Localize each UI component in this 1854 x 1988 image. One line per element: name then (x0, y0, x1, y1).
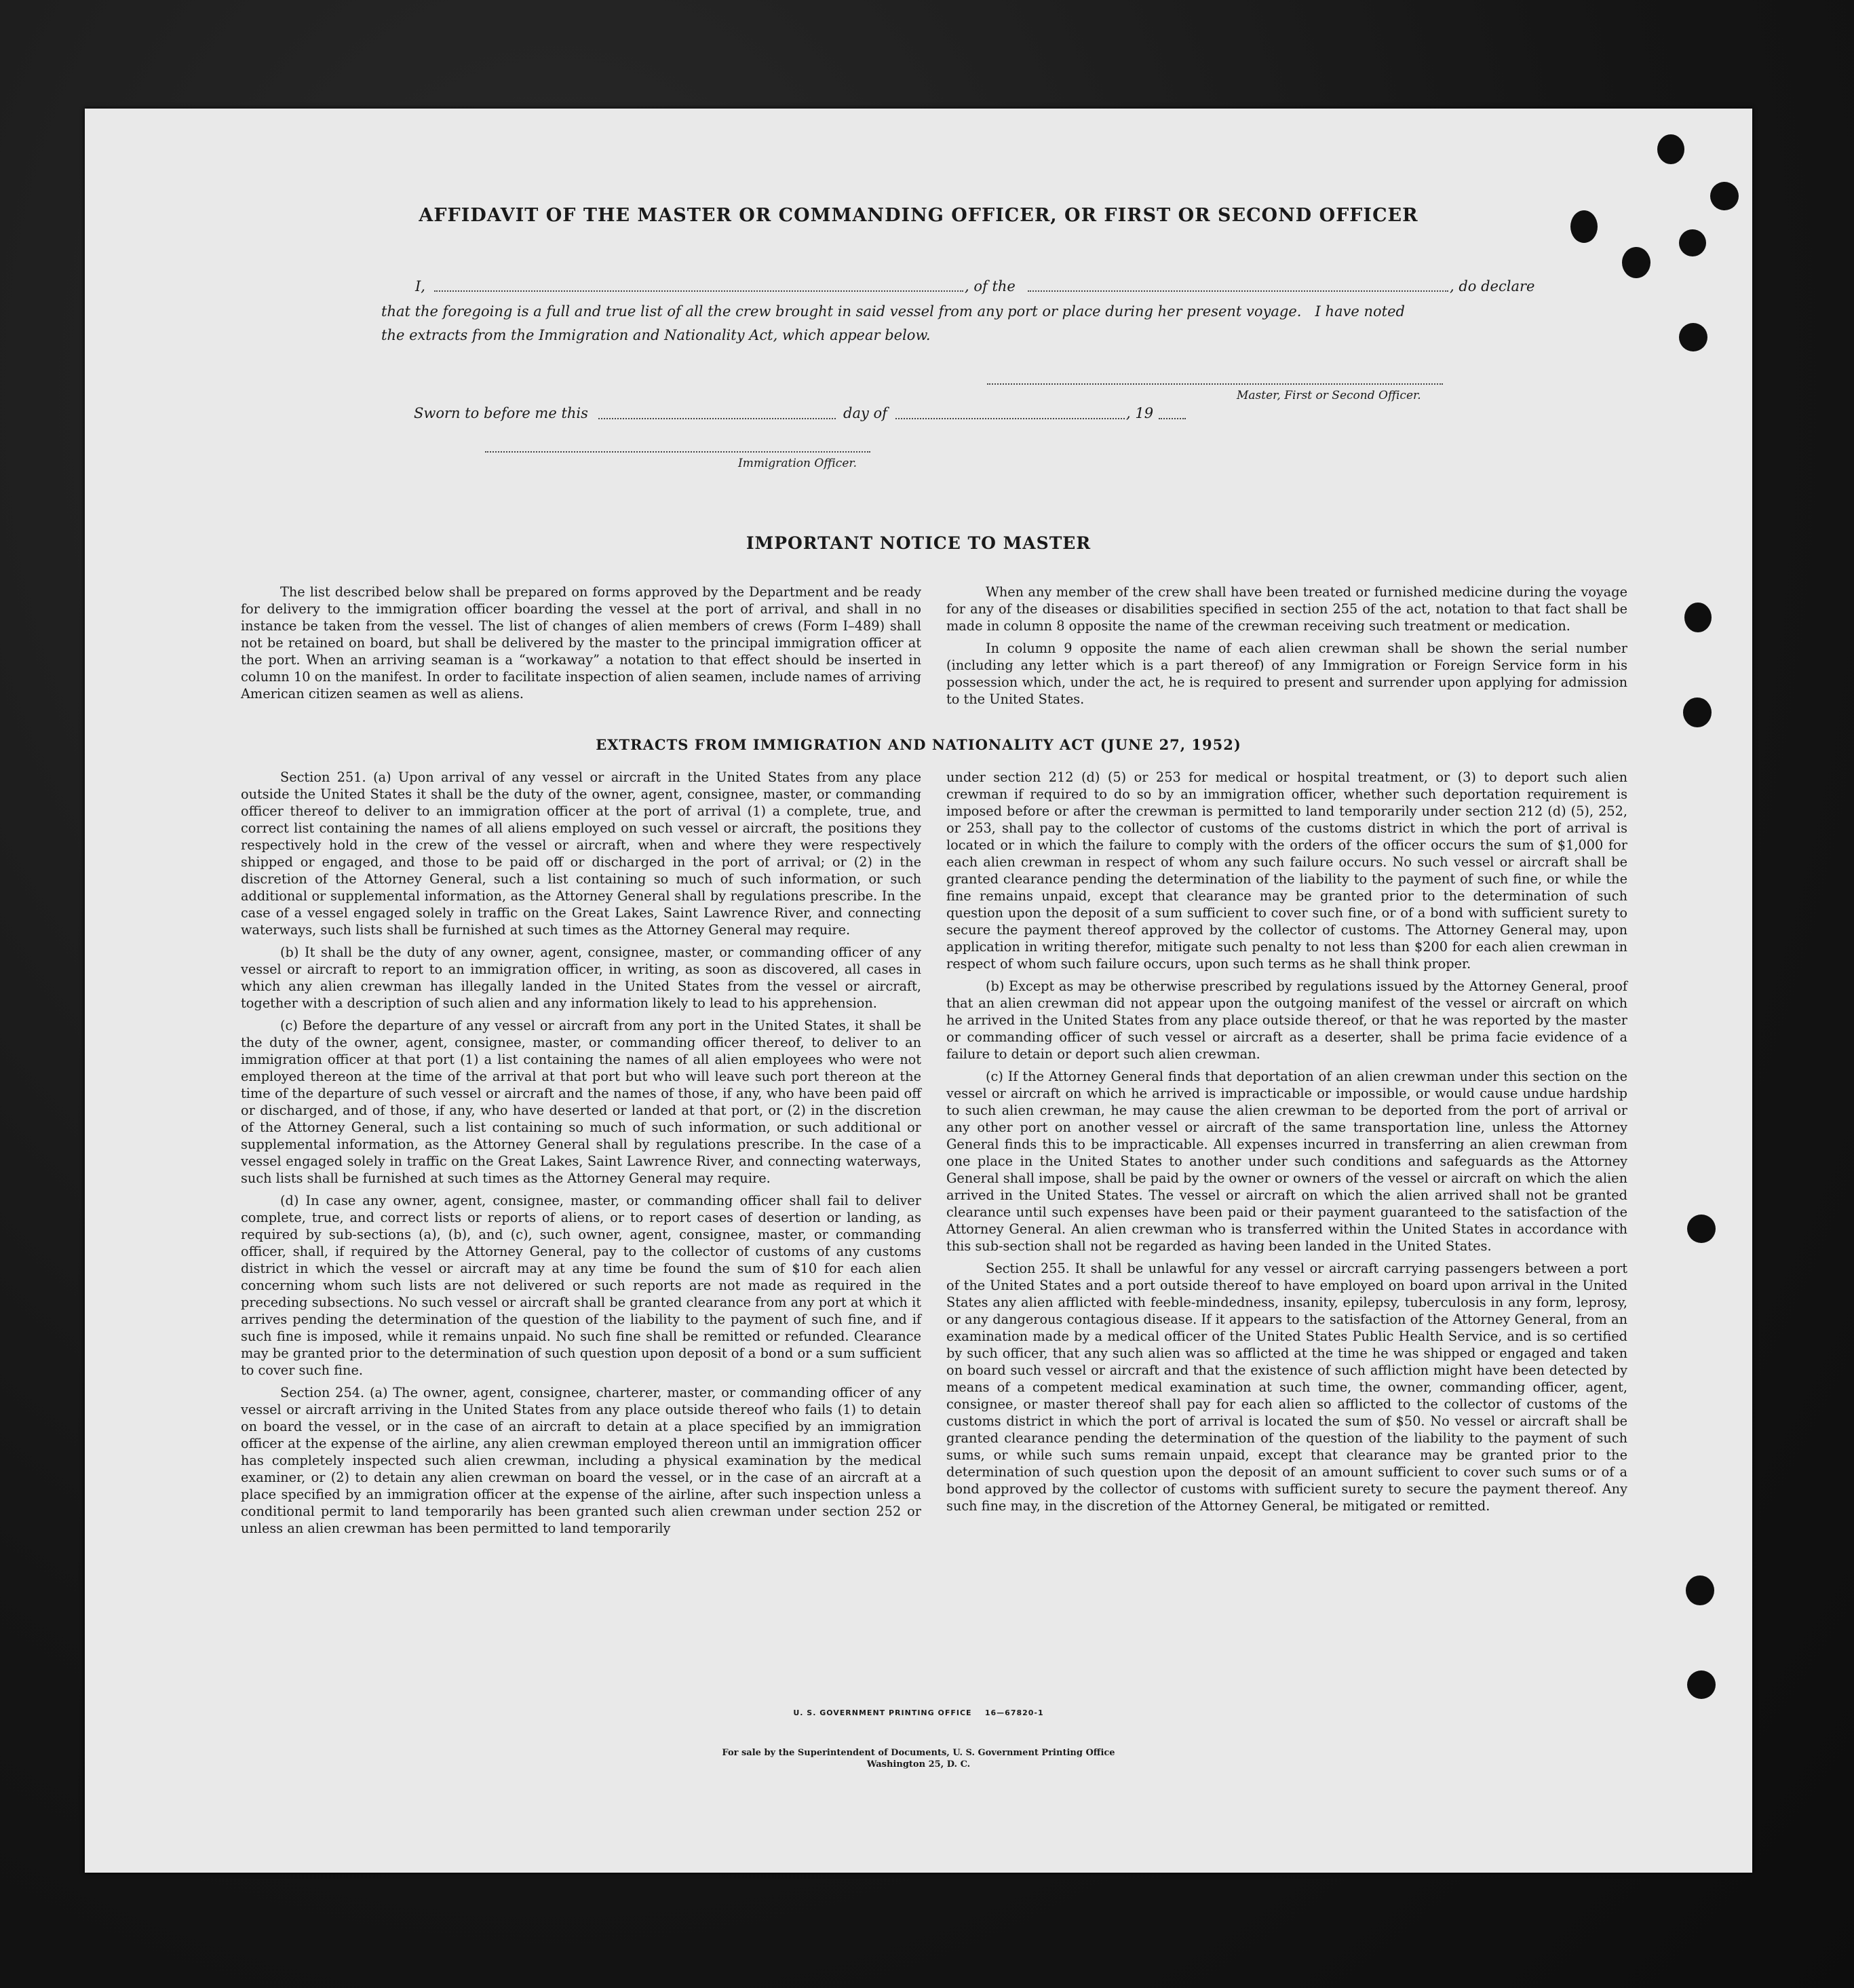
act-section-paragraph: (c) Before the departure of any vessel or aircraft from any port in the United States, it shall be the duty of the owner, agent, consignee, master, or commanding officer thereof, to deliver to an immigration officer at that port (1) a list containing the names of all alien employees who were not employed thereon at the time of the arrival at that port but who will leave such port thereon at the time of the departure of such vessel or aircraft and the names of those, if any, who have been paid off or discharged, and of those, if any, who have deserted or landed at that port, or (2) in the discretion of the Attorney General, such a list containing so much of such information, or such additional or supplemental information, as the Attorney General shall by regulations prescribe. In the case of a vessel engaged solely in traffic on the Great Lakes, Saint Lawrence River, and connecting waterways, such lists shall be furnished at such times as the Attorney General may require. (241, 1018, 921, 1186)
extracts-title: EXTRACTS FROM IMMIGRATION AND NATIONALITY ACT (JUNE 27, 1952) (596, 736, 1241, 753)
extracts-left-column (241, 769, 921, 1542)
notice-right-column (946, 584, 1627, 713)
affidavit-title: AFFIDAVIT OF THE MASTER OR COMMANDING OFFICER, OR FIRST OR SECOND OFFICER (419, 205, 1418, 226)
act-section-paragraph: (d) In case any owner, agent, consignee, master, or commanding officer shall fail to deliver complete, true, and correct lists or reports of aliens, or to report cases of desertion or landing, as required by sub-sections (a), (b), and (c), such owner, agent, consignee, master, or commanding officer, shall, if required by the Attorney General, pay to the collector of customs of any customs district in which the vessel or aircraft may at any time be found the sum of $10 for each alien concerning whom such lists are not delivered or such reports are not made as required in the preceding subsections. No such vessel or aircraft shall be granted clearance from any port at which it arrives pending the determination of the question of the liability to the payment of such fine, and if such fine is imposed, while it remains unpaid. No such fine shall be remitted or refunded. Clearance may be granted prior to the determination of such question upon deposit of a bond or a sum sufficient to cover such fine. (241, 1193, 921, 1378)
notice-paragraph: The list described below shall be prepared on forms approved by the Department and be ready for delivery to the immigration officer boarding the vessel at the port of arrival, and shall in no instance be taken from the vessel. The list of changes of alien members of crews (Form I–489) shall not be retained on board, but shall be delivered by the master to the principal immigration officer at the port. When an arriving seaman is a “workaway” a notation to that effect should be inserted in column 10 on the manifest. In order to facilitate inspection of alien seamen, include names of arriving American citizen seamen as well as aliens. (241, 584, 921, 702)
act-section-paragraph: Section 254. (a) The owner, agent, consignee, charterer, master, or commanding officer of any vessel or aircraft arriving in the United States from any place outside thereof who fails (1) to detain on board the vessel, or in the case of an aircraft to detain at a place specified by an immigration officer at the expense of the airline, any alien crewman employed thereon until an immigration officer has completely inspected such alien crewman, including a physical examination by the medical examiner, or (2) to detain any alien crewman on board the vessel, or in the case of an aircraft at a place specified by an immigration officer at the expense of the airline, after such inspection unless a conditional permit to land temporarily has been granted such alien crewman under section 252 or unless an alien crewman has been permitted to land temporarily (241, 1385, 921, 1536)
officer-signature-line (485, 451, 870, 453)
day-of-label: day of (843, 405, 887, 421)
punch-hole-icon (1687, 1670, 1716, 1699)
punch-hole-icon (1684, 603, 1712, 632)
act-section-paragraph: under section 212 (d) (5) or 253 for medical or hospital treatment, or (3) to deport such alien crewman if required to do so by an immigration officer, whether such deportation requirement is imposed before or after the crewman is permitted to land temporarily under section 212 (d) (5), 252, or 253, shall pay to the collector of customs of the customs district in which the port of arrival is located or in which the failure to comply with the orders of the officer occurs the sum of $1,000 for each alien crewman in respect of whom any such failure occurs. No such vessel or aircraft shall be granted clearance pending the determination of the liability to the payment of such fine, or while the fine remains unpaid, except that clearance may be granted prior to the determination of such question upon the deposit of a sum sufficient to cover such fine, or of a bond with sufficient surety to secure the payment thereof approved by the collector of customs. The Attorney General may, upon application in writing therefor, mitigate such penalty to not less than $200 for each alien crewman in respect of whom such failure occurs, upon such terms as he shall think proper. (946, 769, 1627, 972)
sale-notice-line: For sale by the Superintendent of Documents, U. S. Government Printing Office (722, 1748, 1115, 1758)
punch-hole-icon (1679, 229, 1706, 256)
year-label: , 19 (1126, 405, 1154, 421)
sale-notice-line: Washington 25, D. C. (866, 1759, 971, 1770)
master-signature-line (987, 383, 1443, 385)
vessel-blank (1028, 290, 1448, 292)
officer-signature-label: Immigration Officer. (738, 457, 857, 470)
punch-hole-icon (1679, 323, 1707, 351)
punch-hole-icon (1657, 134, 1684, 164)
act-section-paragraph: Section 251. (a) Upon arrival of any vessel or aircraft in the United States from any place outside the United States it shall be the duty of the owner, agent, consignee, master, or commanding officer thereof to deliver to an immigration officer at the port of arrival (1) a complete, true, and correct list containing the names of all aliens employed on such vessel or aircraft, the positions they respectively hold in the crew of the vessel or aircraft, when and where they were respectively shipped or engaged, and those to be paid off or discharged in the port of arrival; or (2) in the discretion of the Attorney General, such a list containing so much of such information, or such additional or supplemental information, as the Attorney General shall by regulations prescribe. In the case of a vessel engaged solely in traffic on the Great Lakes, Saint Lawrence River, and connecting waterways, such lists shall be furnished at such times as the Attorney General may require. (241, 769, 921, 938)
notice-left-column (241, 584, 921, 708)
sworn-day-blank (598, 418, 836, 419)
affidavit-declare-label: , do declare (1450, 278, 1535, 294)
notice-title: IMPORTANT NOTICE TO MASTER (746, 533, 1092, 553)
affidavit-of-the-label: , of the (965, 278, 1016, 294)
act-section-paragraph: (b) Except as may be otherwise prescribed by regulations issued by the Attorney General, proof that an alien crewman did not appear upon the outgoing manifest of the vessel or aircraft on which he arrived in the United States from any place outside thereof, or that he was reported by the master or commanding officer of such vessel or aircraft as a deserter, shall be prima facie evidence of a failure to detain or deport such alien crewman. (946, 978, 1627, 1062)
name-blank (434, 290, 963, 292)
extracts-right-column (946, 769, 1627, 1520)
affidavit-statement-line: that the foregoing is a full and true list of all the crew brought in said vessel from any port or place during her present voyage. I have noted (381, 303, 1405, 320)
affidavit-i-label: I, (415, 278, 425, 294)
act-section-paragraph: (c) If the Attorney General finds that deportation of an alien crewman under this section on the vessel or aircraft on which he arrived is impracticable or impossible, or would cause undue hardship to such alien crewman, he may cause the alien crewman to be deported from the port of arrival or any other port on another vessel or aircraft of the same transportation line, unless the Attorney General finds this to be impracticable. All expenses incurred in transferring an alien crewman from one place in the United States to another under such conditions and safeguards as the Attorney General shall impose, shall be paid by the owner or owners of the vessel or aircraft on which the alien arrived in the United States. The vessel or aircraft on which the alien arrived shall not be granted clearance until such expenses have been paid or their payment guaranteed to the satisfaction of the Attorney General. An alien crewman who is transferred within the United States in accordance with this sub-section shall not be regarded as having been landed in the United States. (946, 1069, 1627, 1254)
punch-hole-icon (1683, 697, 1712, 727)
sworn-year-blank (1159, 418, 1186, 419)
act-section-paragraph: (b) It shall be the duty of any owner, agent, consignee, master, or commanding officer of any vessel or aircraft to report to an immigration officer, in writing, as soon as discovered, all cases in which any alien crewman has illegally landed in the United States from the vessel or aircraft, together with a description of such alien and any information likely to lead to his apprehension. (241, 944, 921, 1011)
sworn-month-blank (895, 418, 1125, 419)
notice-paragraph: In column 9 opposite the name of each alien crewman shall be shown the serial number (including any letter which is a part thereof) of any Immigration or Foreign Service form in his possession which, under the act, he is required to present and surrender upon applying for admission to the United States. (946, 641, 1627, 707)
notice-paragraph: When any member of the crew shall have been treated or furnished medicine during the voyage for any of the diseases or disabilities specified in section 255 of the act, notation to that fact shall be made in column 8 opposite the name of the crewman receiving such treatment or medication. (946, 584, 1627, 634)
punch-hole-icon (1687, 1215, 1716, 1243)
printing-office-imprint: U. S. GOVERNMENT PRINTING OFFICE 16—67820-1 (793, 1708, 1044, 1717)
punch-hole-icon (1686, 1575, 1714, 1605)
sworn-label: Sworn to before me this (414, 405, 588, 421)
act-section-paragraph: Section 255. It shall be unlawful for any vessel or aircraft carrying passengers between a port of the United States and a port outside thereof to have employed on board upon arrival in the United States any alien afflicted with feeble-mindedness, insanity, epilepsy, tuberculosis in any form, leprosy, or any dangerous contagious disease. If it appears to the satisfaction of the Attorney General, from an examination made by a medical officer of the United States Public Health Service, and is so certified by such officer, that any such alien was so afflicted at the time he was shipped or engaged and taken on board such vessel or aircraft and that the existence of such affliction might have been detected by means of a competent medical examination at such time, the owner, commanding officer, agent, consignee, or master thereof shall pay for each alien so afflicted to the collector of customs of the customs district in which the port of arrival is located the sum of $50. No vessel or aircraft shall be granted clearance pending the determination of the question of the liability to the payment of such sums, or while such sums remain unpaid, except that clearance may be granted prior to the determination of such question upon the deposit of an amount sufficient to cover such sums or of a bond approved by the collector of customs with sufficient surety to secure the payment thereof. Any such fine may, in the discretion of the Attorney General, be mitigated or remitted. (946, 1261, 1627, 1514)
punch-hole-icon (1622, 247, 1650, 278)
document-page (85, 109, 1752, 1873)
sale-notice (85, 1747, 1752, 1770)
affidavit-statement-line: the extracts from the Immigration and Nationality Act, which appear below. (381, 327, 931, 343)
master-signature-label: Master, First or Second Officer. (1237, 389, 1421, 402)
